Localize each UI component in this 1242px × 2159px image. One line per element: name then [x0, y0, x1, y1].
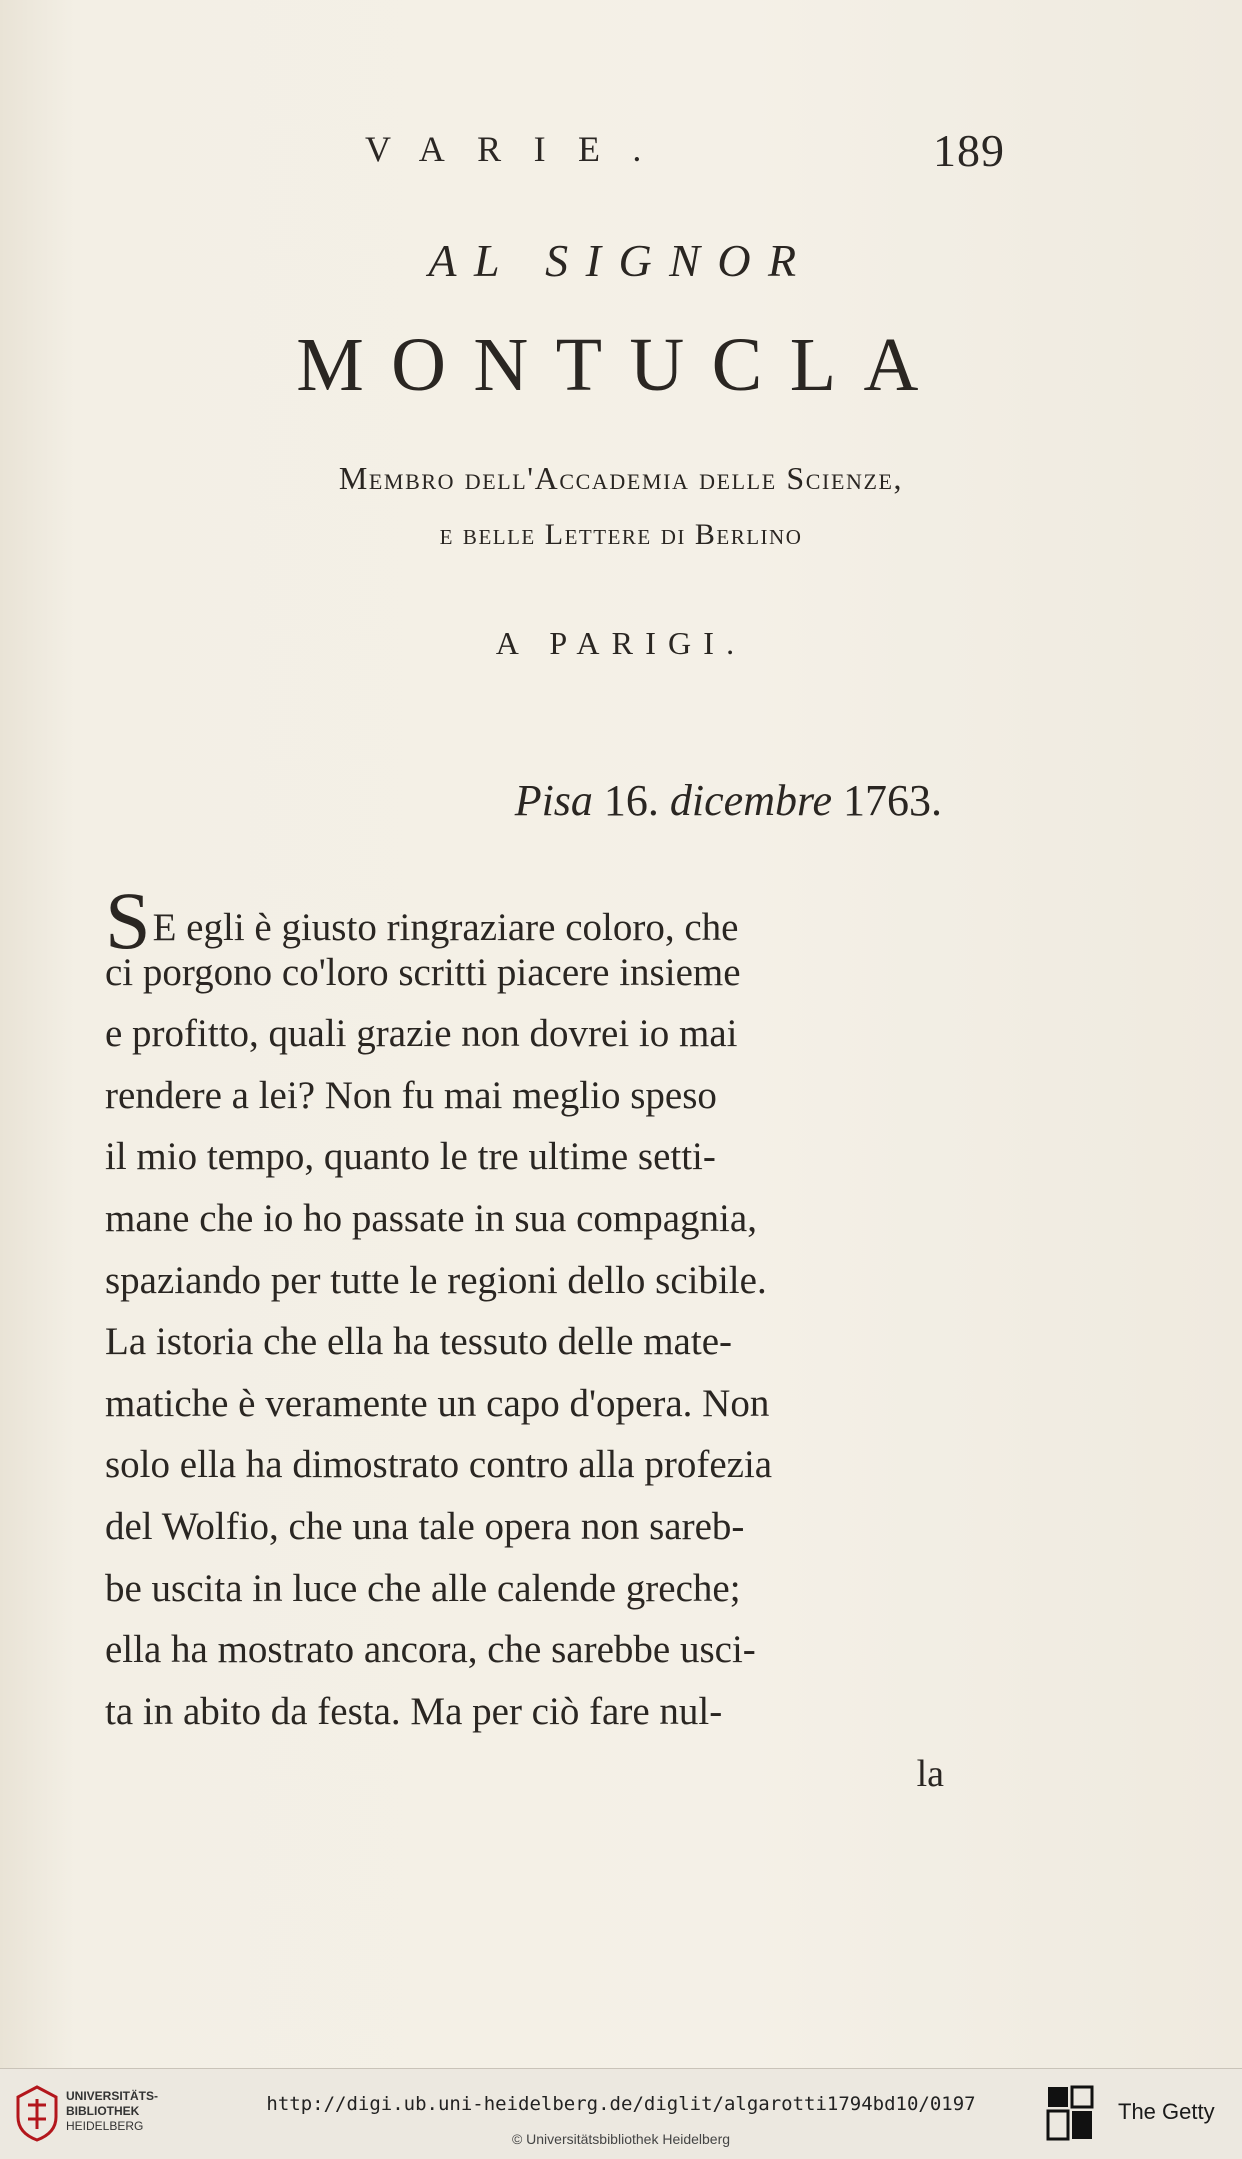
drop-cap: S — [105, 875, 151, 966]
text-line: il mio tempo, quanto le tre ultime setti- — [105, 1135, 716, 1179]
catchword: la — [916, 1753, 944, 1795]
copyright-notice: © Universitätsbibliothek Heidelberg — [511, 2131, 731, 2147]
address-title-line: Membro dell'Accademia delle Scienze, — [338, 460, 904, 496]
partner-name[interactable]: The Getty — [1118, 2099, 1215, 2124]
text-line: ci porgono co'loro scritti piacere insieme — [105, 950, 741, 994]
dateline-year: 1763. — [843, 776, 942, 825]
library-name[interactable]: UNIVERSITÄTS- BIBLIOTHEK HEIDELBERG — [66, 2089, 159, 2133]
address-title-line-2: e belle Lettere di Berlino — [439, 518, 803, 551]
text-line: ella ha mostrato ancora, che sarebbe usci- — [105, 1628, 756, 1672]
address-name: MONTUCLA — [296, 323, 946, 407]
text-line: solo ella ha dimostrato contro alla profezia — [105, 1443, 773, 1487]
getty-logo-icon[interactable] — [1046, 2085, 1094, 2143]
permalink-url[interactable]: http://digi.ub.uni-heidelberg.de/diglit/algarotti1794bd10/0197 — [266, 2093, 976, 2115]
footer-bar — [0, 2068, 1242, 2159]
dateline-month: dicembre — [669, 776, 832, 825]
text-line: matiche è veramente un capo d'opera. Non — [105, 1381, 770, 1425]
text-line: ta in abito da festa. Ma per ciò fare nul- — [105, 1689, 723, 1733]
page-number: 189 — [933, 125, 1005, 176]
text-line: e profitto, quali grazie non dovrei io mai — [105, 1012, 738, 1056]
running-head-title: VARIE. — [365, 129, 674, 169]
address-line-al-signor: AL SIGNOR — [428, 235, 814, 286]
text-line: del Wolfio, che una tale opera non sareb- — [105, 1504, 745, 1548]
dateline-day: 16. — [603, 776, 659, 825]
running-head — [365, 125, 1005, 188]
letter-body — [105, 875, 997, 1742]
text-line — [105, 875, 997, 966]
text-line: mane che io ho passate in sua compagnia, — [105, 1196, 757, 1240]
dateline — [515, 775, 942, 826]
text-line: be uscita in luce che alle calende greche; — [105, 1566, 741, 1610]
text-line: La istoria che ella ha tessuto delle mate- — [105, 1320, 732, 1364]
address-city: A PARIGI. — [495, 625, 747, 661]
dateline-place: Pisa — [514, 776, 593, 825]
text-line: rendere a lei? Non fu mai meglio speso — [105, 1073, 717, 1117]
text-line-content: SE egli è giusto ringraziare coloro, che — [105, 875, 739, 966]
text-line: spaziando per tutte le regioni dello scibile. — [105, 1258, 767, 1302]
